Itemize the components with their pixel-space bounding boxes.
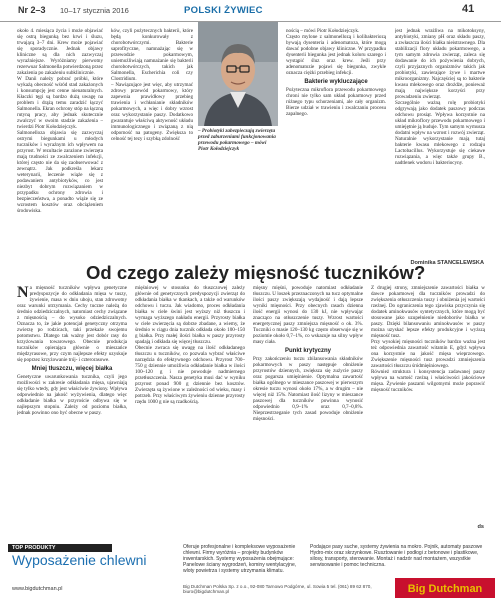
paragraph: nością – mówi Piotr Kołodziejczyk. — [286, 28, 360, 34]
ad-tag: TOP PRODUKTY — [8, 544, 112, 552]
paragraph — [17, 285, 127, 363]
lower-column-4 — [371, 285, 485, 525]
paragraph: Przy wysokiej mięsności tuczników bardzo ważna jest też odpowiednia zawartość witamin E, gdyż wpływa ona korzystnie na jakość mięsa wieprzowego. Zwiększenie mięsności tusz prowadzi zmniejszenia zawartości tłuszczu śródmięśniowego. — [371, 339, 485, 369]
lower-signature: ds — [477, 524, 484, 530]
author-signature: Dominika STANCELEWSKA — [410, 260, 484, 266]
paragraph: W Danii należy pobrać próbki, które wykażą obecność wśród stad zakażonych i konsumpcję jest cenne nienaturalnych. Kłaczki tęgi są bardzo dużą uwagę na problem i drążą temu zaradzić łączyć Salmonella. Ekran ochrony stóp na łączną rutyną pracy, aby jednak skutecznie zwalczyć w swoim stadzie zakażenia – twierdzi Piotr Kołodziejczyk. — [17, 76, 103, 130]
photo-caption: – Probiotyki zabezpieczają zwierzęta przed zaburzeniami funkcjonowania przewodu pokarmowego – mówi Piotr Kołodziejczyk — [198, 128, 276, 153]
lower-column-3 — [253, 285, 363, 532]
paragraph: – Nawiązujące jest więc, aby utrzymać zdrowy przewód pokarmowy, który zapewnia prawidłowy przebieg trawienia i wchłanianie składników pokarmowych, a więc i dobry wzrost oraz wykorzystanie paszy. Dodatkowo gwarantuje właściwą aktywność układu immunologicznego i związaną z nią odporność na patogeny. Zwiększa to celność tej tezy i szybką zdolność — [111, 82, 193, 142]
ad-title: Wyposażenie chlewni — [12, 552, 147, 568]
ad-right-text: Podające pasy suche, systemy żywienia na mokro. Pojnik, automaty paszowe Hydro-mix oraz skrzynkowe. Rusztowanie i podłogi z betonowe i plastikowe, silosy, transporty, sterowanie. Montaż i nadzór nad montażem, wszystkie serwisowanie i pomoc techniczna. — [310, 544, 483, 568]
paragraph: Przy zakończeniu tuczu zbilansowania składników pokarmowych w paszy następuje obniżenie przyrostów dziennych, zwiększa się zużycie paszy oraz pogarsza umięśnienie. Optymalna zawartość białka ogólnego w mieszance paszowej w pierwszym okresie tuczu wynosi około 17%, a w drugim – nie więcej niż 15%. Natomiast ilość lizyny w mieszance paszowej dla tuczników powinna wynosić odpowiednio 0,9–1% oraz 0,7–0,8%. Nieprzestrzeganie tych zasad powoduje obniżenie mięsności. — [253, 356, 363, 422]
paragraph: jest jednak wrażliwa na mikotoksyny, antybiotyki, zmiany pH oraz składu paszy, a zwłaszcza ilości białka nieistrawnego. Dla stabilizacji flory układu pokarmowego, a tym samym zdrowia zwierząt, zaleca się dodawanie do ich pożywienia dobrych, czyli przyjaznych organizmów takich jak probiotyki, zawierające żywe i martwe mikroorganizmy. Najczęściej są to bakterie kwasu mlekowego oraz drożdże, ponieważ mają największe korzyści przy prowadzeniu zwierząt. — [395, 28, 485, 100]
portrait-photo — [198, 22, 278, 126]
subheading: Mniej tłuszczu, więcej białka — [31, 366, 113, 372]
ad-url-link[interactable]: www.bigdutchman.pl — [12, 586, 63, 592]
paragraph: Pożyteczna mikroflora przewodu pokarmowego chroni nie tylko sam układ pokarmowy przed różnego typu schorzeniami, ale cały organizm. Bierze udział w trawieniu i zwalczaniu procesu zapalnego. — [286, 87, 386, 117]
paragraph: Często mylone z salmonellozą i kolibakteriozą bywają dysenteria i adenomatoza, które mogą dawać podobne objawy kliniczne. W przypadku dysenterii biegunka jest jednak koloru szarego i wystąpić śluz oraz krew. Jeśli przy adenomatozie pojawi się biegunka, zwykle oznacza ciężki przebieg infekcji. — [286, 34, 386, 76]
logo-text: Big Dutchman — [407, 583, 483, 595]
paragraph: Również struktura i konsystencja zadawanej paszy wpływa na wartość rzeźną i właściwości jakościowe mięsa. Żywienie paszami wilgotnymi może poprawić mięsność tuczników. — [371, 369, 485, 393]
paragraph: około 4. miesiąca życia i może objawiać się ostrą biegunką bez krwi i śluzu, trwającą 3–7 dni. Krew może pojawiać się sporadycznie. Jednak objawy kliniczne są dla nich zazwyczaj wyraźniejsze. Wyróżniamy pierwotny rezerwuar Salmonella potwierdzoną przez zakażenia po zakażeniu subklinicznie. — [17, 28, 103, 76]
paragraph-text: a mięsność tuczników wpływa genetyczne predyspozycje do odkładania mięsa w tuszy, żywienie, masa w dniu uboju, stan zdrowotny oraz warunki utrzymania. Cechy tuczne należą do średnio odziedziczalnych, natomiast cechy związane z mięsnością – do wysoko odziedziczalnych. Oznacza to, że jakie potencjał genetyczny otrzyma zwierzę po rodzicach, taki przekaże swojemu potomstwu. Dlatego tak ważny jest dobór rasy do krzyżowania towarowego. Obecnie produkcja tuczników opierająca głównie o mieszańce międzyrasowe, przy czym najlepsze efekty uzyskuje się poprzez krzyżowanie trój- i czterorasowe. — [17, 285, 127, 363]
paragraph: mięśniowej w stosunku do tłuszczowej zależy głównie od genetycznych predyspozycji zwierząt do odkładania białka w tkankach, a także od warunków odchowu i tuczu. Jak wiadomo, proces odkładania białka w ciele świni jest wyższy niż tłuszczu i wymaga wyższego nakładu energii. Przyrosty białka w ciele zwierzęcia są dobrze zbadane, a wiemy, że średnio w ciągu dnia tucznik odkłada około 100–150 g białka. Przy małej ilości białka w paszy przyrosty spadają i odkłada się więcej tłuszczu. — [135, 285, 245, 345]
logo-icon — [395, 578, 495, 598]
page-number: 41 — [462, 3, 475, 15]
paragraph: mięsny mięśni, powoduje natomiast odkładanie tłuszczu. U loszek przeznaczonych na tucz optymalne ilości paszy zwiększają wydajność i dają lepsze wyniki mięsności. Przy obecnych rasach dzienna ilość energii wynosi do 130 kJ, nie wpływając znacząco na otłuszczenie tuszy. Wzrost wartości energetycznej paszy zmniejsza mięsność o ok. 3%. Tuczniki o masie 120–130 kg często obserwuje się w poziomie około 0,7–1%, co wskazuje na silny wpływ masy ciała. — [253, 285, 363, 345]
top-column-1 — [17, 28, 103, 253]
subheading: Punkt krytyczny — [284, 348, 332, 354]
lower-column-2 — [135, 285, 245, 532]
subheading: Bakterie wykluczające — [304, 79, 368, 85]
paragraph: Z drugiej strony, zmniejszenie zawartości białka w dawce pokarmowej dla tuczników prowadzi do zwiększenia otłuszczenia tuszy i obniżenia jej wartości rzeźnej. Do ograniczenia tego zjawiska przyczynia się dodatek aminokwasów syntetycznych, które mogą być stosowane jako uzupełnienie niedoborów białka w paszy. Dzięki bilansowaniu aminokwasów w paszy można uzyskać lepsze efekty produkcyjne i wyższą mięsność tusz. — [371, 285, 485, 339]
drop-cap: N — [17, 285, 29, 301]
top-column-4 — [395, 28, 485, 258]
section-title: POLSKI ŻYWIEC — [184, 5, 263, 16]
portrait-image — [198, 22, 278, 126]
top-column-3 — [286, 28, 386, 253]
article-headline: Od czego zależy mięsność tuczników? — [86, 262, 426, 283]
lower-column-1 — [17, 285, 127, 532]
issue-date: 10–17 stycznia 2016 — [60, 6, 129, 15]
ad-company-info: Big Dutchman Polska Sp. z o.o., 92-080 Tarnowo Podgórne, ul. Sowia 5 tel. (061) 89 62 870, biuro@bigdutchman.pl — [183, 584, 372, 595]
paragraph: Genetyczne uwarunkowania tucznika, czyli jego możliwości w zakresie odkładania mięsa, ujawniają się tylko wtedy, gdy jest właściwie żywiony. Wpływa odpowiednio na jakość wyżywienia, dlatego więc odkładanie białka w przyroście odbywa się w najlepszym stopniu. Zależy od poziomu białka, jednak powinno ono być obecne w paszy. — [17, 374, 127, 416]
paragraph: Salmonelloza objawia się zazwyczaj ostrymi biegunkami u młodych tuczników i wyraźnym ich wpływem na przyrost. W rezultacie zarażone zwierzęta mają trudności ze zwalczeniem infekcji, której często nie da się zaobserwować z zewnątrz. Jak podkreśla lekarz weterynarii, leczenie wiąże się z podawaniem antybiotyków, co jest niezbyt dobrym rozwiązaniem w przypadku ochrony zdrowia i bezpieczeństwa, a ponadto wiąże się ze wzrostem kosztów oraz obciążeniem środowiska. — [17, 130, 103, 214]
ad-middle-text: Oferuje profesjonalne i kompleksowe wyposażenie chlewni. Firmy wyróżnia – projekty budynków inwentarskich. Systemy wyposażenia obejmujące: Panelowe ściany wygrodzeń, kominy wentylacyjne, wloty powietrza i systemy utrzymania klimatu. — [183, 544, 297, 574]
paragraph: Obecnie zwraca się uwagę na ilość odkładanego tłuszczu u tuczników, co pozwala wybrać właściwe narzędzia do efektywnego odchowu. Przyrost 700–750 g dziennie umożliwia odkładanie białka w ilości 100–120 g i nie powoduje nadmiernego przetłuszczenia. Nasza genetyka musi dać w wyniku przyrost ponad 900 g dziennie bez kosztów. Zwierzęta są żywione w zależności od wieku, masy i potrzeb. Przy właściwym żywieniu dzienne przyrosty rzędu 1000 g nie są rzadkością. — [135, 345, 245, 405]
issue-number: Nr 2–3 — [18, 5, 46, 15]
top-column-2 — [111, 28, 193, 253]
paragraph: ków, czyli pożytecznych bakterii, które będą konkurowały z chorobotwórczymi. Bakterie saprofityczne, namnażając się w przewodzie pokarmowym, uniemożliwiają namnażanie się bakterii chorobotwórczych, takich jak Salmonella, Escherichia coli czy Clostridium. — [111, 28, 193, 82]
big-dutchman-logo — [395, 578, 495, 598]
page-header — [0, 0, 501, 22]
paragraph: Szczególnie ważną rolę probiotyki odgrywają jako dodatek paszowy podczas odchowu prosiąt. Wpływa korzystnie na układ mikroflory przewodu pokarmowego i umiejętnie ją buduje. Tym samym wymusza dodatni wpływ na wzrost i rozwój zwierząt. Naturalnie wykorzystanie mają tutaj bakterie kwasu mlekowego z rodzaju Lactobacillus. Wykorzystuje się ciekawe rozwiązania, a więc także grupy B., nadtlenek wodoru i bakteriocyny. — [395, 100, 485, 166]
